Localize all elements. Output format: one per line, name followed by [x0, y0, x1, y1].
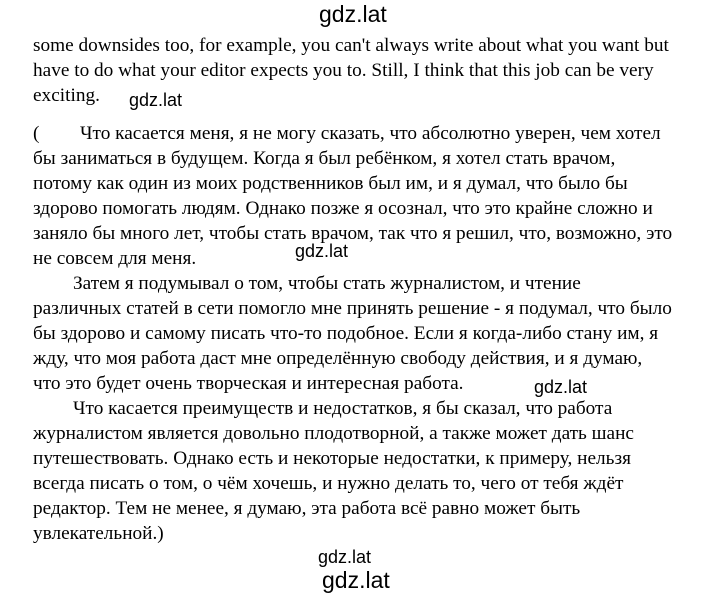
english-line-2: have to do what your editor expects you to. Still, I think that this job can be very	[33, 60, 654, 81]
russian-line-16: редактор. Тем не менее, я думаю, эта работа всё равно может быть	[33, 498, 581, 519]
watermark-4: gdz.lat	[318, 547, 372, 567]
russian-line-6: не совсем для меня.	[33, 248, 197, 269]
russian-line-1	[33, 121, 683, 146]
russian-line-17: увлекательной.)	[33, 523, 164, 544]
russian-line-13: журналистом является довольно плодотворной, а также может дать шанс	[33, 423, 634, 444]
russian-line-11: что это будет очень творческая и интересная работа.	[33, 373, 464, 394]
open-parenthesis: (	[33, 123, 40, 144]
russian-line-4: здорово помогать людям. Однако позже я осознал, что это крайне сложно и	[33, 198, 653, 219]
russian-line-3: потому как один из моих родственников был им, и я думал, что было бы	[33, 173, 628, 194]
watermark-bottom: gdz.lat	[322, 567, 390, 593]
russian-line-7: Затем я подумывал о том, чтобы стать журналистом, и чтение	[73, 273, 581, 294]
russian-line-8: различных статей в сети помогло мне принять решение - я подумал, что было	[33, 298, 672, 319]
watermark-2: gdz.lat	[295, 241, 349, 261]
russian-line-1-text: Что касается меня, я не могу сказать, что абсолютно уверен, чем хотел	[80, 123, 661, 144]
watermark-3: gdz.lat	[534, 377, 588, 397]
russian-line-12: Что касается преимуществ и недостатков, я бы сказал, что работа	[73, 398, 613, 419]
watermark-1: gdz.lat	[129, 90, 183, 110]
russian-line-14: путешествовать. Однако есть и некоторые недостатки, к примеру, нельзя	[33, 448, 631, 469]
russian-translation	[33, 121, 683, 546]
russian-line-15: всегда писать о том, о чём хочешь, и нужно делать то, чего от тебя ждёт	[33, 473, 624, 494]
russian-line-10: жду, что моя работа даст мне определённую свободу действия, и я думаю,	[33, 348, 643, 369]
english-line-3: exciting.	[33, 85, 100, 106]
russian-line-5: заняло бы много лет, чтобы стать врачом, так что я решил, что, возможно, это	[33, 223, 673, 244]
russian-line-9: бы здорово и самому писать что-то подобное. Если я когда-либо стану им, я	[33, 323, 659, 344]
english-line-1: some downsides too, for example, you can't always write about what you want but	[33, 35, 669, 56]
watermark-top: gdz.lat	[319, 1, 387, 27]
russian-line-2: бы заниматься в будущем. Когда я был ребёнком, я хотел стать врачом,	[33, 148, 616, 169]
